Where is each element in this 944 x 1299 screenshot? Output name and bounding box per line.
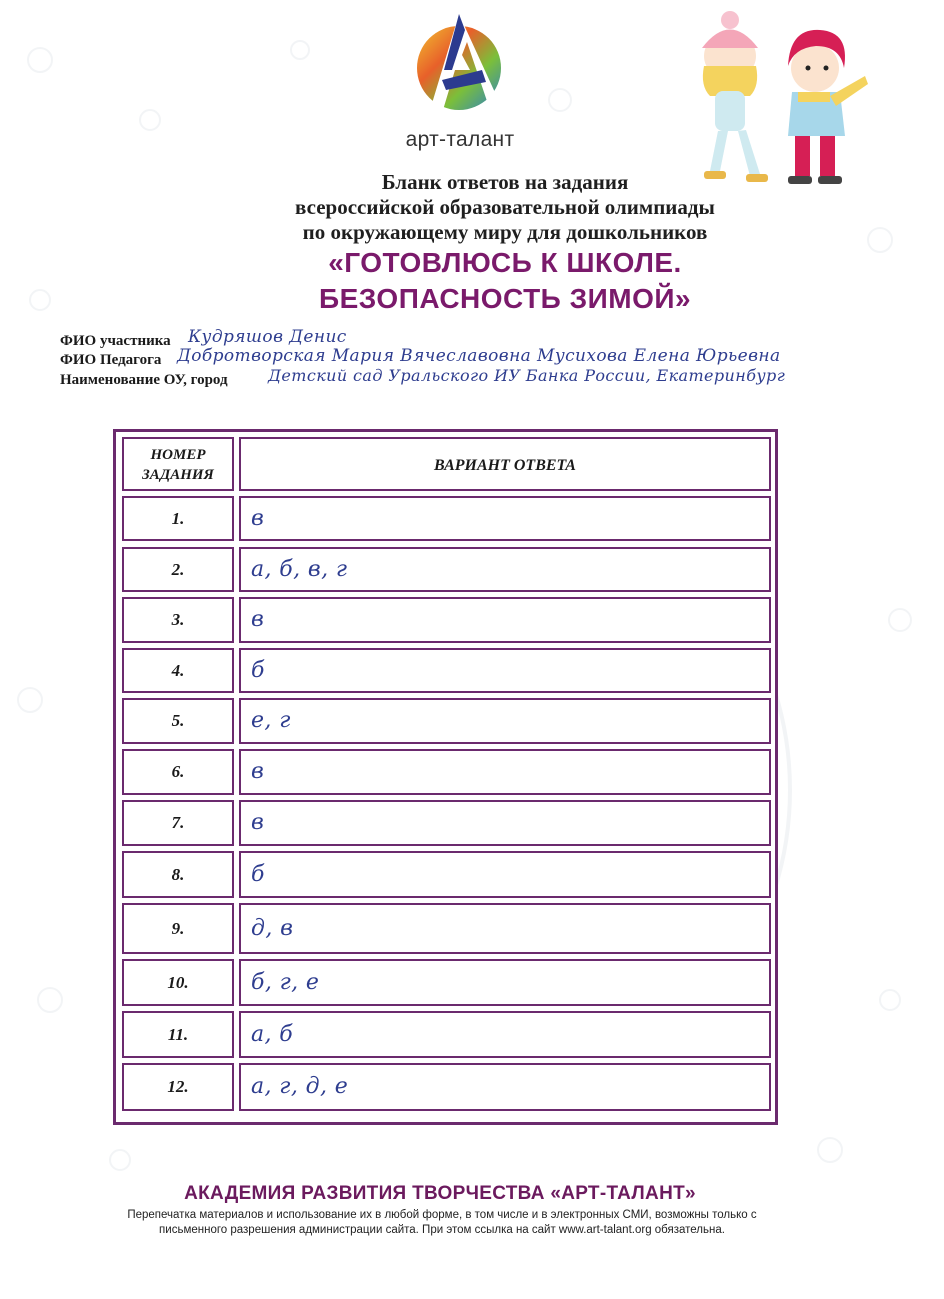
- answer-cell: [239, 1011, 771, 1058]
- title-line-3: по окружающему миру для дошкольников: [302, 220, 708, 244]
- olympiad-name-line-1: «ГОТОВЛЮСЬ К ШКОЛЕ.: [328, 247, 682, 278]
- winter-kids-illustration: [680, 6, 875, 192]
- teacher-row: [60, 346, 781, 369]
- task-number-cell: 1.: [122, 496, 234, 541]
- answer-cell: [239, 648, 771, 693]
- task-number-cell: 4.: [122, 648, 234, 693]
- handwritten-answer: в: [251, 607, 265, 632]
- answer-cell: [239, 903, 771, 954]
- olympiad-name-line-2: БЕЗОПАСНОСТЬ ЗИМОЙ»: [318, 283, 692, 314]
- participant-row: [60, 327, 347, 350]
- answer-cell: [239, 800, 771, 846]
- task-number-cell: 2.: [122, 547, 234, 592]
- footer-academy-title: АКАДЕМИЯ РАЗВИТИЯ ТВОРЧЕСТВА «АРТ-ТАЛАНТ»: [184, 1183, 696, 1204]
- handwritten-answer: а, б: [251, 1022, 294, 1047]
- header-answer-variant: ВАРИАНТ ОТВЕТА: [239, 437, 771, 491]
- task-number-cell: 12.: [122, 1063, 234, 1111]
- answer-cell: [239, 698, 771, 744]
- handwritten-answer: д, в: [251, 916, 294, 941]
- participant-value: Кудряшов Денис: [188, 327, 347, 347]
- task-number-cell: 10.: [122, 959, 234, 1006]
- organization-row: [60, 366, 786, 389]
- answer-cell: [239, 597, 771, 643]
- answer-cell: [239, 496, 771, 541]
- teacher-value: Добротворская Мария Вячеславовна Мусихова Елена Юрьевна: [177, 346, 781, 366]
- handwritten-answer: а, б, в, г: [251, 557, 348, 582]
- brand-name: арт-талант: [405, 128, 515, 151]
- organization-value: Детский сад Уральского ИУ Банка России, Екатеринбург: [268, 366, 786, 385]
- title-block: [120, 170, 890, 317]
- handwritten-answer: б: [251, 862, 265, 887]
- answer-cell: [239, 749, 771, 795]
- title-line-2: всероссийской образовательной олимпиады: [295, 195, 715, 219]
- task-number-cell: 7.: [122, 800, 234, 846]
- answer-cell: [239, 1063, 771, 1111]
- task-number-cell: 6.: [122, 749, 234, 795]
- answer-cell: [239, 547, 771, 592]
- handwritten-answer: в: [251, 810, 265, 835]
- task-number-cell: 3.: [122, 597, 234, 643]
- task-number-cell: 5.: [122, 698, 234, 744]
- footer-note-line-2: письменного разрешения администрации сайта. При этом ссылка на сайт www.art-talant.org обязательна.: [159, 1224, 725, 1236]
- participant-label: ФИО участника: [60, 333, 171, 349]
- teacher-label: ФИО Педагога: [60, 352, 162, 368]
- task-number-cell: 9.: [122, 903, 234, 954]
- handwritten-answer: в: [251, 506, 265, 531]
- footer-note-line-1: Перепечатка материалов и использование их в любой форме, в том числе и в электронных СМИ, возможны только с: [127, 1209, 757, 1221]
- task-number-cell: 11.: [122, 1011, 234, 1058]
- answer-cell: [239, 959, 771, 1006]
- handwritten-answer: а, г, д, е: [251, 1074, 349, 1099]
- header-task-number: НОМЕР ЗАДАНИЯ: [122, 437, 234, 491]
- handwritten-answer: е, г: [251, 708, 291, 733]
- footer-copyright-note: [62, 1208, 822, 1238]
- handwritten-answer: б, г, е: [251, 970, 320, 995]
- task-number-cell: 8.: [122, 851, 234, 898]
- handwritten-answer: в: [251, 759, 265, 784]
- organization-label: Наименование ОУ, город: [60, 372, 228, 388]
- answer-cell: [239, 851, 771, 898]
- handwritten-answer: б: [251, 658, 265, 683]
- title-line-1: Бланк ответов на задания: [381, 170, 629, 194]
- art-talant-logo: [410, 10, 508, 122]
